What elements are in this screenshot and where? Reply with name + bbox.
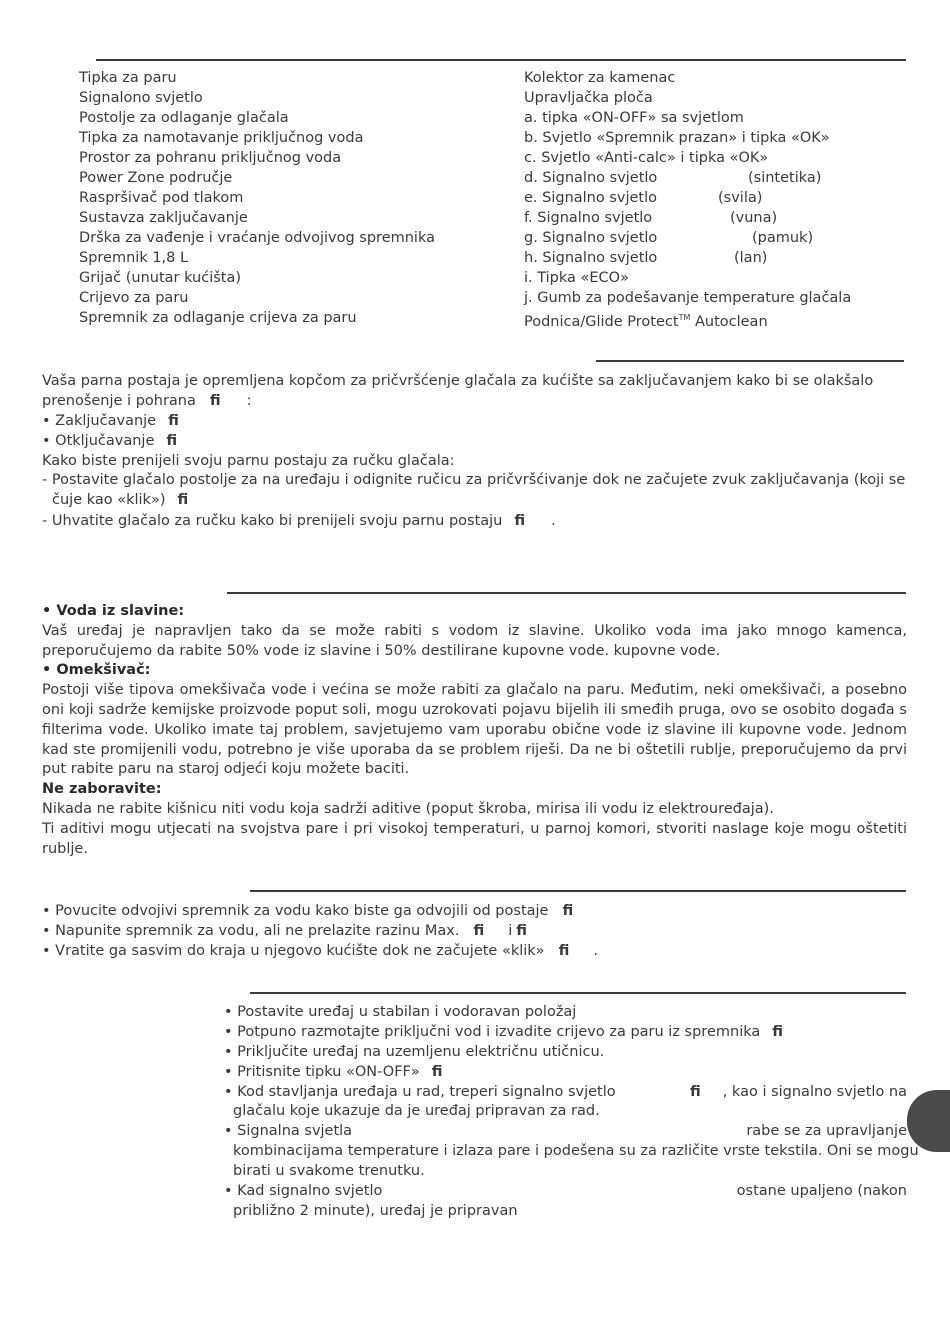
parts-right-item: e. Signalno svjetlo (svila) xyxy=(524,190,763,206)
water-remember-text-1: Nikada ne rabite kišnicu niti vodu koja sadrži aditive (poput škroba, mirisa ili vodu iz elektrouređaja). xyxy=(42,800,774,817)
section-rule-lock xyxy=(596,360,904,362)
figure-ref-icon: ﬁ xyxy=(772,1024,783,1040)
fabric-label: (sintetika) xyxy=(748,170,822,186)
lock-step-2: - Uhvatite glačalo za ručku kako bi prenijeli svoju parnu postaju ﬁ . xyxy=(42,513,556,529)
water-section xyxy=(42,602,907,859)
figure-ref-icon: ﬁ xyxy=(177,491,189,508)
section-rule-use xyxy=(250,992,906,994)
parts-right-item: d. Signalno svjetlo (sintetika) xyxy=(524,170,822,186)
parts-left-item: Tipka za paru xyxy=(79,70,177,86)
use-step-3: • Priključite uređaj na uzemljenu električnu utičnicu. xyxy=(224,1044,605,1060)
water-softener-heading: • Omekšivač: xyxy=(42,662,151,679)
figure-ref-icon: ﬁ xyxy=(516,923,527,939)
fabric-label: (pamuk) xyxy=(752,230,814,246)
use-step-7a: • Kad signalno svjetlo xyxy=(224,1183,383,1199)
parts-left-item: Spremnik 1,8 L xyxy=(79,250,189,266)
figure-ref-icon: ﬁ xyxy=(166,433,178,449)
parts-left-item: Grijač (unutar kućišta) xyxy=(79,270,242,286)
lock-carry-intro: Kako biste prenijeli svoju parnu postaju za ručku glačala: xyxy=(42,453,455,469)
water-remember-heading: Ne zaboravite: xyxy=(42,781,162,798)
parts-left-item: Crijevo za paru xyxy=(79,290,189,306)
use-step-7b: ostane upaljeno (nakon xyxy=(736,1183,907,1199)
parts-list-left xyxy=(79,68,435,328)
parts-left-item: Tipka za namotavanje priključnog voda xyxy=(79,130,364,146)
figure-ref-icon: ﬁ xyxy=(431,1064,443,1080)
parts-left-item: Sustavza zaključavanje xyxy=(79,210,248,226)
parts-right-item: c. Svjetlo «Anti-calc» i tipka «OK» xyxy=(524,150,769,166)
water-tap-text: Vaš uređaj je napravljen tako da se može rabiti s vodom iz slavine. Ukoliko voda ima jako mnogo kamenca, preporučujemo da rabite 50% vode iz slavine i 50% destilirane kupovne vode. kupovne vode. xyxy=(42,622,907,659)
parts-right-item: h. Signalno svjetlo (lan) xyxy=(524,250,768,266)
parts-right-item: Upravljačka ploča xyxy=(524,90,653,106)
parts-left-item: Drška za vađenje i vraćanje odvojivog spremnika xyxy=(79,230,435,246)
figure-ref-icon: ﬁ xyxy=(562,903,574,919)
figure-ref-icon: ﬁ xyxy=(209,392,221,409)
section-rule-parts xyxy=(96,59,906,61)
use-step-6d: birati u svakome trenutku. xyxy=(233,1163,425,1179)
use-step-7c: približno 2 minute), uređaj je pripravan xyxy=(233,1203,518,1219)
use-step-5b: , kao i signalno svjetlo na xyxy=(722,1084,907,1100)
section-rule-water xyxy=(227,592,906,594)
parts-right-item: i. Tipka «ECO» xyxy=(524,270,629,286)
use-step-2: • Potpuno razmotajte priključni vod i izvadite crijevo za paru iz spremnika ﬁ xyxy=(224,1024,783,1040)
fabric-label: (svila) xyxy=(718,190,763,206)
lock-step-1: - Postavite glačalo postolje za na uređaju i odignite ručicu za pričvršćivanje dok ne začujete zvuk zaključavanja (koji se čuje kao «klik») ﬁ xyxy=(42,472,906,508)
fill-step-3: • Vratite ga sasvim do kraja u njegovo kućište dok ne začujete «klik» ﬁ . xyxy=(42,943,598,959)
use-step-5c: glačalu koje ukazuje da je uređaj pripravan za rad. xyxy=(233,1103,600,1119)
fabric-label: (lan) xyxy=(734,250,768,266)
lock-intro xyxy=(42,372,907,412)
parts-left-item: Power Zone područje xyxy=(79,170,233,186)
parts-right-item: Podnica/Glide Protect™ Autoclean xyxy=(524,313,768,330)
parts-left-item: Raspršivač pod tlakom xyxy=(79,190,244,206)
parts-right-item: a. tipka «ON-OFF» sa svjetlom xyxy=(524,110,744,126)
use-step-6b: rabe se za upravljanje xyxy=(746,1123,907,1139)
section-rule-fill xyxy=(250,890,906,892)
use-step-4: • Pritisnite tipku «ON-OFF» ﬁ xyxy=(224,1064,443,1080)
parts-left-item: Spremnik za odlaganje crijeva za paru xyxy=(79,310,357,326)
use-step-1: • Postavite uređaj u stabilan i vodoravan položaj xyxy=(224,1004,577,1020)
figure-ref-icon: ﬁ xyxy=(690,1084,701,1100)
parts-left-item: Postolje za odlaganje glačala xyxy=(79,110,289,126)
lock-intro-line2: prenošenje i pohrana xyxy=(42,392,196,409)
fabric-label: (vuna) xyxy=(730,210,778,226)
fill-step-1: • Povucite odvojivi spremnik za vodu kako biste ga odvojili od postaje ﬁ xyxy=(42,903,574,919)
lock-intro-line1: Vaša parna postaja je opremljena kopčom za pričvršćenje glačala za kućište sa zaključavanjem kako bi se olakšalo xyxy=(42,373,874,389)
parts-left-item: Signalono svjetlo xyxy=(79,90,203,106)
parts-right-item: j. Gumb za podešavanje temperature glačala xyxy=(524,290,852,306)
fill-step-2: • Napunite spremnik za vodu, ali ne prelazite razinu Max. ﬁ i ﬁ xyxy=(42,923,527,939)
figure-ref-icon: ﬁ xyxy=(558,943,570,959)
lock-bullet-lock: • Zaključavanje ﬁ xyxy=(42,413,179,429)
parts-right-item: Kolektor za kamenac xyxy=(524,70,676,86)
colon: : xyxy=(246,392,252,409)
parts-right-item: f. Signalno svjetlo (vuna) xyxy=(524,210,778,226)
parts-right-item: g. Signalno svjetlo (pamuk) xyxy=(524,230,814,246)
lock-bullet-unlock: • Otključavanje ﬁ xyxy=(42,433,178,449)
water-softener-text: Postoji više tipova omekšivača vode i većina se može rabiti za glačalo na paru. Međutim, neki omekšivači, a posebno oni koji sadrže kemijske proizvode poput soli, mogu uzrokovati pojavu bijelih ili smeđih pruga, ovo se osobito događa s filterima vode. Ukoliko imate taj problem, savjetujemo vam uporabu obične vode iz slavine ili kupovne vode. Jednom kad ste promijenili vodu, potrebno je više uporaba da se problem riješi. Da ne bi oštetili rublje, preporučujemo da prvi put rabite paru na staroj odjeći koju možete baciti. xyxy=(42,682,907,778)
figure-ref-icon: ﬁ xyxy=(473,923,485,939)
water-tap-heading: • Voda iz slavine: xyxy=(42,603,185,619)
use-step-6c: kombinacijama temperature i izlaza pare i podešena su za različite vrste tekstila. Oni se mogu xyxy=(233,1143,919,1159)
use-step-6a: • Signalna svjetla xyxy=(224,1123,353,1139)
figure-ref-icon: ﬁ xyxy=(514,513,526,529)
parts-list-right xyxy=(524,68,851,332)
use-step-5-fig xyxy=(690,1082,701,1102)
water-remember-text-2: Ti aditivi mogu utjecati na svojstva pare i pri visokoj temperaturi, u parnoj komori, stvoriti naslage koje mogu oštetiti rublje. xyxy=(42,820,907,857)
use-step-5a: • Kod stavljanja uređaja u rad, treperi signalno svjetlo xyxy=(224,1084,616,1100)
parts-right-item: b. Svjetlo «Spremnik prazan» i tipka «OK» xyxy=(524,130,830,146)
figure-ref-icon: ﬁ xyxy=(168,413,179,429)
parts-left-item: Prostor za pohranu priključnog voda xyxy=(79,150,342,166)
trademark-mark: TM xyxy=(678,313,691,322)
